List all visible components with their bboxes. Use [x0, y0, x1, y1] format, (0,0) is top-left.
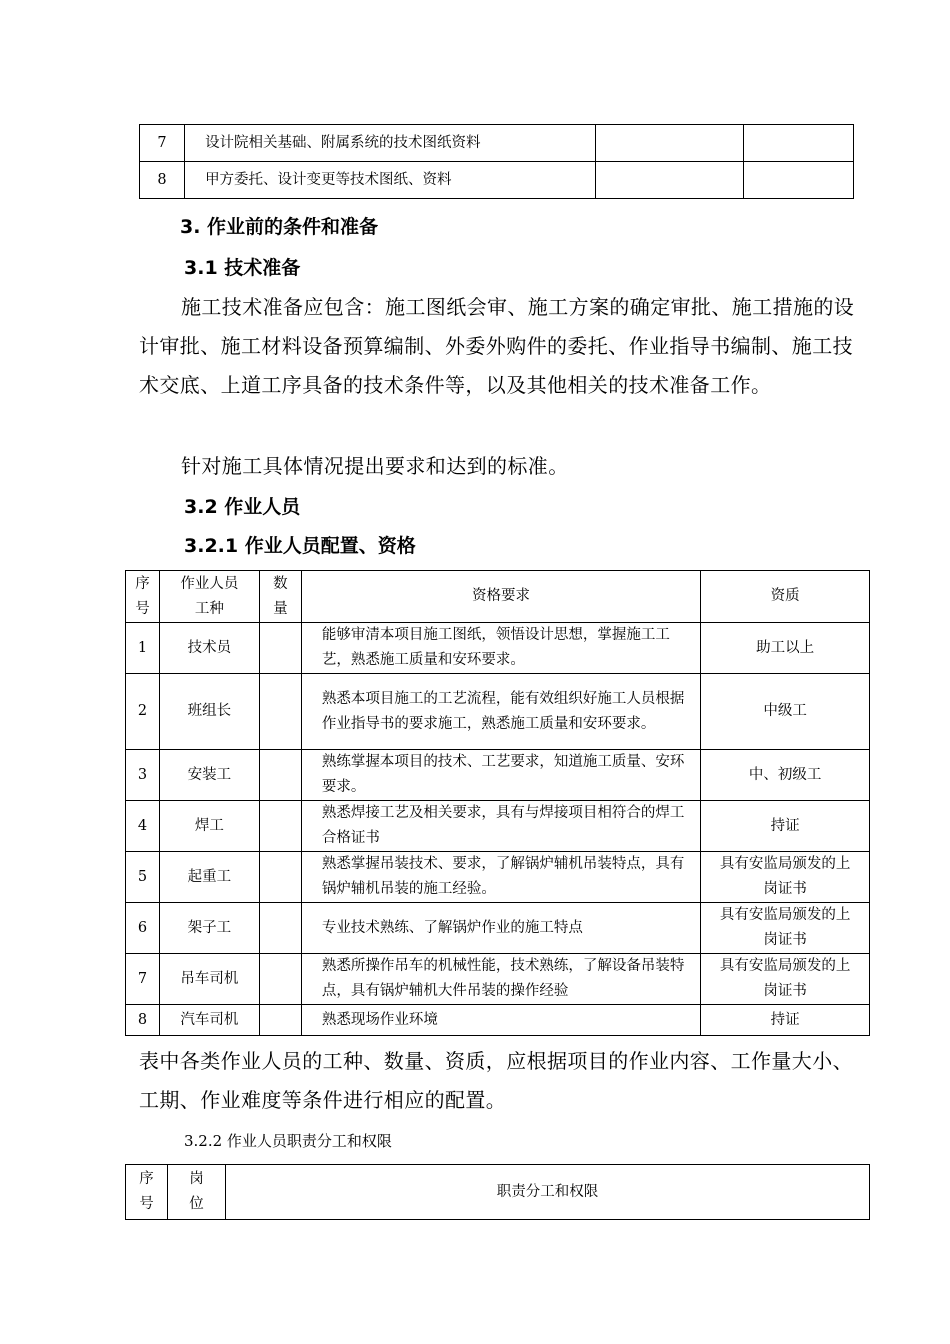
qualification: 中、初级工 [701, 750, 870, 801]
header-requirement: 资格要求 [301, 571, 700, 623]
qualification: 具有安监局颁发的上岗证书 [701, 903, 870, 954]
header-qualification: 资质 [701, 571, 870, 623]
requirement: 熟悉现场作业环境 [301, 1005, 700, 1036]
requirement: 熟练掌握本项目的技术、工艺要求，知道施工质量、安环要求。 [301, 750, 700, 801]
header-duty: 职责分工和权限 [225, 1165, 869, 1220]
row-number: 2 [126, 674, 160, 750]
prev-docs-table [139, 124, 854, 199]
standard-paragraph: 针对施工具体情况提出要求和达到的标准。 [181, 454, 569, 478]
worker-qty [259, 1005, 301, 1036]
doc-description: 甲方委托、设计变更等技术图纸、资料 [185, 162, 596, 199]
tech-prep-paragraph: 施工技术准备应包含：施工图纸会审、施工方案的确定审批、施工措施的设计审批、施工材料设备预算编制、外委外购件的委托、作业指导书编制、施工技术交底、上道工序具备的技术条件等，以及其他相关的技术准备工作。 [139, 295, 855, 397]
row-number: 8 [126, 1005, 160, 1036]
qualification: 助工以上 [701, 623, 870, 674]
section-3-2-1-heading: 3.2.1 作业人员配置、资格 [184, 535, 416, 557]
worker-qty [259, 954, 301, 1005]
qualification: 具有安监局颁发的上岗证书 [701, 954, 870, 1005]
qualification: 具有安监局颁发的上岗证书 [701, 852, 870, 903]
worker-qty [259, 674, 301, 750]
header-no: 序号 [126, 571, 160, 623]
table-row [140, 125, 854, 162]
empty-cell [743, 162, 853, 199]
worker-qty [259, 852, 301, 903]
empty-cell [743, 125, 853, 162]
header-post: 岗位 [167, 1165, 225, 1220]
requirement: 熟悉本项目施工的工艺流程，能有效组织好施工人员根据作业指导书的要求施工，熟悉施工质量和安环要求。 [301, 674, 700, 750]
worker-type: 吊车司机 [159, 954, 259, 1005]
table-row [126, 852, 870, 903]
empty-cell [595, 162, 743, 199]
row-number: 6 [126, 903, 160, 954]
requirement: 专业技术熟练、了解锅炉作业的施工特点 [301, 903, 700, 954]
header-qty: 数量 [259, 571, 301, 623]
worker-type: 焊工 [159, 801, 259, 852]
table-header-row [126, 571, 870, 623]
table-row [140, 162, 854, 199]
section-3-heading: 3. 作业前的条件和准备 [180, 216, 379, 238]
configuration-note: 表中各类作业人员的工种、数量、资质，应根据项目的作业内容、工作量大小、工期、作业难度等条件进行相应的配置。 [139, 1049, 853, 1112]
empty-cell [595, 125, 743, 162]
requirement: 熟悉焊接工艺及相关要求，具有与焊接项目相符合的焊工合格证书 [301, 801, 700, 852]
requirement: 熟悉所操作吊车的机械性能，技术熟练，了解设备吊装特点，具有锅炉辅机大件吊装的操作经验 [301, 954, 700, 1005]
worker-type: 起重工 [159, 852, 259, 903]
requirement: 熟悉掌握吊装技术、要求，了解锅炉辅机吊装特点，具有锅炉辅机吊装的施工经验。 [301, 852, 700, 903]
row-number: 5 [126, 852, 160, 903]
table-header-row [126, 1165, 870, 1220]
row-number: 4 [126, 801, 160, 852]
table-row [126, 903, 870, 954]
row-number: 7 [126, 954, 160, 1005]
worker-type: 汽车司机 [159, 1005, 259, 1036]
worker-type: 架子工 [159, 903, 259, 954]
worker-qty [259, 750, 301, 801]
table-row [126, 750, 870, 801]
qualification: 中级工 [701, 674, 870, 750]
table-row [126, 954, 870, 1005]
worker-type: 安装工 [159, 750, 259, 801]
table-row [126, 674, 870, 750]
doc-description: 设计院相关基础、附属系统的技术图纸资料 [185, 125, 596, 162]
staff-qualification-table [125, 570, 870, 1036]
table-row [126, 801, 870, 852]
row-number: 8 [140, 162, 185, 199]
section-3-1-heading: 3.1 技术准备 [184, 257, 301, 279]
requirement: 能够审清本项目施工图纸，领悟设计思想，掌握施工工艺，熟悉施工质量和安环要求。 [301, 623, 700, 674]
header-type: 作业人员工种 [159, 571, 259, 623]
row-number: 7 [140, 125, 185, 162]
qualification: 持证 [701, 1005, 870, 1036]
worker-qty [259, 903, 301, 954]
duty-table [125, 1164, 870, 1220]
worker-type: 技术员 [159, 623, 259, 674]
table-row [126, 1005, 870, 1036]
qualification: 持证 [701, 801, 870, 852]
table-row [126, 623, 870, 674]
row-number: 3 [126, 750, 160, 801]
section-3-2-heading: 3.2 作业人员 [184, 496, 301, 518]
row-number: 1 [126, 623, 160, 674]
section-3-2-2-heading: 3.2.2 作业人员职责分工和权限 [184, 1132, 392, 1150]
worker-qty [259, 801, 301, 852]
worker-qty [259, 623, 301, 674]
header-no: 序号 [126, 1165, 168, 1220]
worker-type: 班组长 [159, 674, 259, 750]
